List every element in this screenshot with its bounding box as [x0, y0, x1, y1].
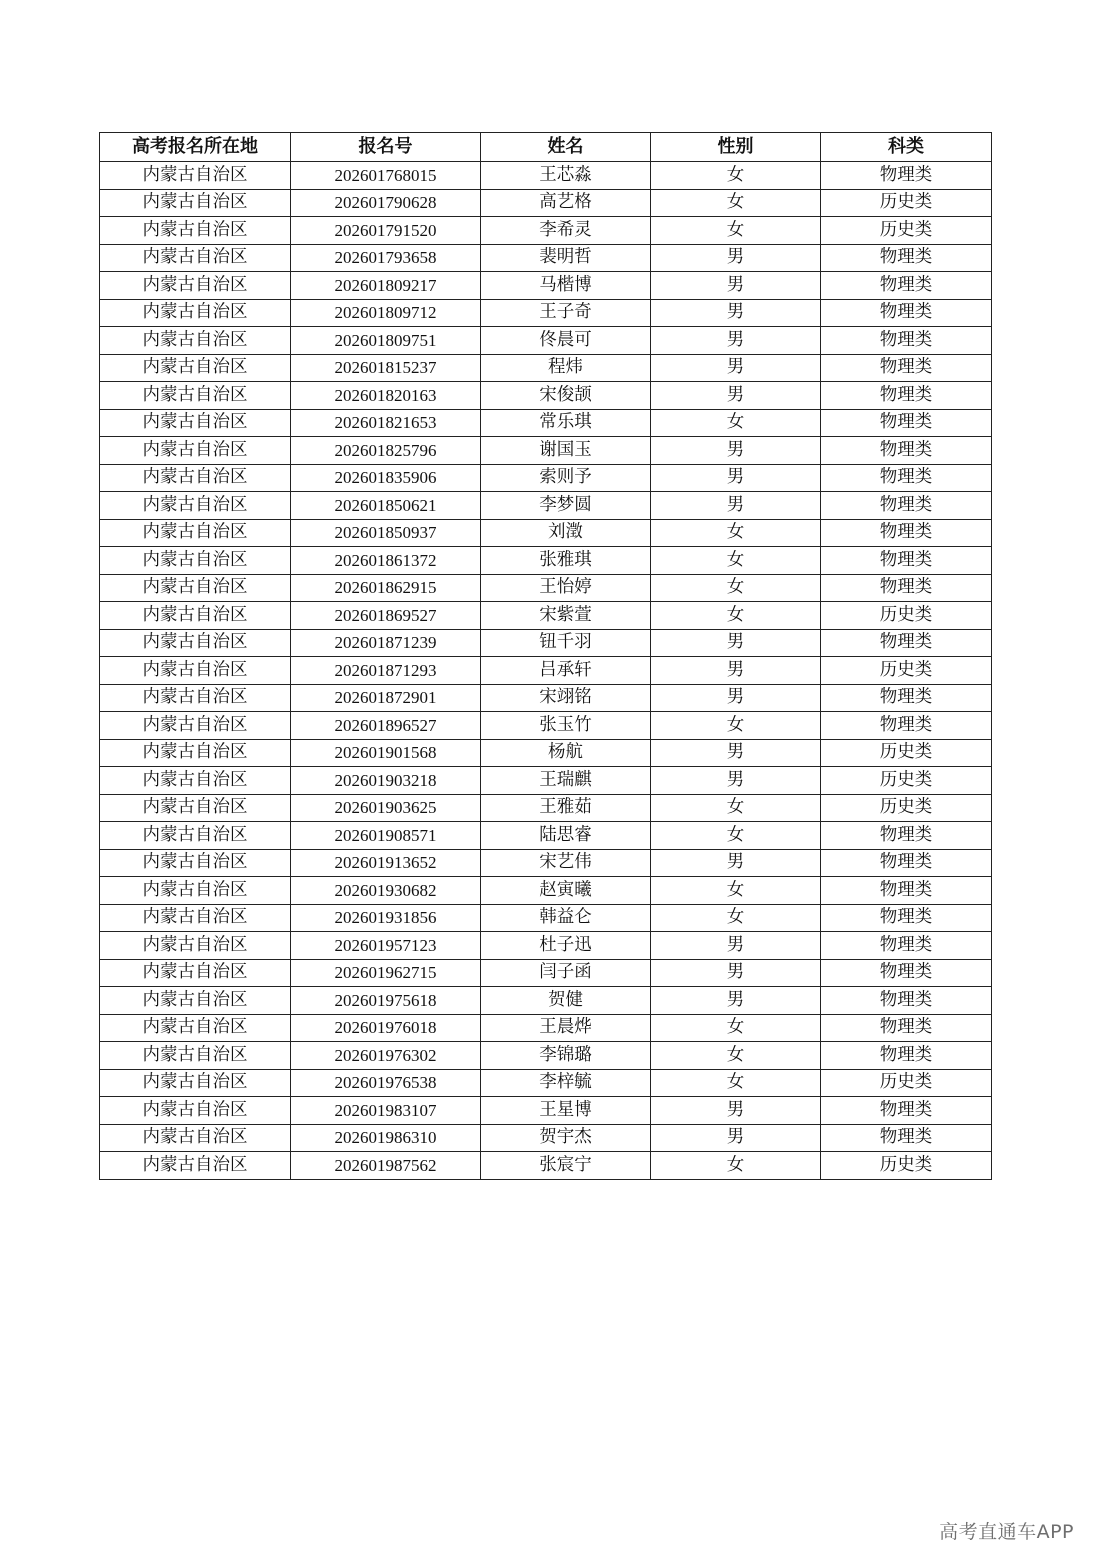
cell-subject-category: 物理类: [821, 464, 992, 492]
cell-registration-number: 202601821653: [291, 409, 481, 437]
cell-location: 内蒙古自治区: [100, 602, 291, 630]
cell-location: 内蒙古自治区: [100, 932, 291, 960]
cell-location: 内蒙古自治区: [100, 822, 291, 850]
cell-name: 张雅琪: [481, 547, 651, 575]
cell-gender: 女: [651, 1014, 821, 1042]
cell-gender: 女: [651, 547, 821, 575]
cell-gender: 男: [651, 464, 821, 492]
cell-subject-category: 物理类: [821, 1042, 992, 1070]
cell-subject-category: 历史类: [821, 602, 992, 630]
cell-gender: 女: [651, 217, 821, 245]
cell-subject-category: 历史类: [821, 1152, 992, 1180]
cell-gender: 男: [651, 327, 821, 355]
cell-location: 内蒙古自治区: [100, 217, 291, 245]
cell-location: 内蒙古自治区: [100, 877, 291, 905]
cell-gender: 女: [651, 904, 821, 932]
cell-registration-number: 202601809751: [291, 327, 481, 355]
table-row: [100, 272, 992, 300]
cell-registration-number: 202601930682: [291, 877, 481, 905]
cell-registration-number: 202601872901: [291, 684, 481, 712]
cell-subject-category: 物理类: [821, 492, 992, 520]
cell-subject-category: 物理类: [821, 299, 992, 327]
cell-gender: 男: [651, 382, 821, 410]
cell-registration-number: 202601809217: [291, 272, 481, 300]
cell-location: 内蒙古自治区: [100, 492, 291, 520]
cell-registration-number: 202601768015: [291, 162, 481, 190]
cell-subject-category: 历史类: [821, 1069, 992, 1097]
cell-subject-category: 物理类: [821, 409, 992, 437]
cell-location: 内蒙古自治区: [100, 299, 291, 327]
table-row: [100, 382, 992, 410]
cell-location: 内蒙古自治区: [100, 354, 291, 382]
cell-registration-number: 202601896527: [291, 712, 481, 740]
cell-location: 内蒙古自治区: [100, 904, 291, 932]
table-row: [100, 519, 992, 547]
cell-registration-number: 202601871239: [291, 629, 481, 657]
cell-gender: 男: [651, 299, 821, 327]
table-row: [100, 1152, 992, 1180]
cell-name: 裴明哲: [481, 244, 651, 272]
cell-name: 李梓毓: [481, 1069, 651, 1097]
cell-location: 内蒙古自治区: [100, 519, 291, 547]
cell-gender: 男: [651, 629, 821, 657]
header-name: 姓名: [481, 133, 651, 162]
table-body: [100, 162, 992, 1180]
cell-subject-category: 物理类: [821, 162, 992, 190]
table-row: [100, 739, 992, 767]
cell-subject-category: 历史类: [821, 657, 992, 685]
table-row: [100, 1097, 992, 1125]
cell-gender: 女: [651, 409, 821, 437]
table-row: [100, 602, 992, 630]
cell-name: 高艺格: [481, 189, 651, 217]
cell-registration-number: 202601815237: [291, 354, 481, 382]
cell-location: 内蒙古自治区: [100, 684, 291, 712]
table-row: [100, 189, 992, 217]
table-row: [100, 1069, 992, 1097]
cell-location: 内蒙古自治区: [100, 1124, 291, 1152]
cell-name: 陆思睿: [481, 822, 651, 850]
cell-subject-category: 物理类: [821, 354, 992, 382]
table-row: [100, 492, 992, 520]
cell-location: 内蒙古自治区: [100, 959, 291, 987]
table-row: [100, 1042, 992, 1070]
cell-gender: 男: [651, 244, 821, 272]
cell-location: 内蒙古自治区: [100, 464, 291, 492]
cell-gender: 男: [651, 272, 821, 300]
cell-location: 内蒙古自治区: [100, 327, 291, 355]
header-gender: 性别: [651, 133, 821, 162]
cell-name: 李希灵: [481, 217, 651, 245]
table-row: [100, 327, 992, 355]
cell-name: 李梦圆: [481, 492, 651, 520]
cell-registration-number: 202601976302: [291, 1042, 481, 1070]
cell-location: 内蒙古自治区: [100, 739, 291, 767]
cell-location: 内蒙古自治区: [100, 987, 291, 1015]
cell-subject-category: 物理类: [821, 932, 992, 960]
cell-location: 内蒙古自治区: [100, 409, 291, 437]
cell-subject-category: 物理类: [821, 547, 992, 575]
cell-name: 吕承轩: [481, 657, 651, 685]
cell-name: 王瑞麒: [481, 767, 651, 795]
cell-name: 王怡婷: [481, 574, 651, 602]
cell-registration-number: 202601976018: [291, 1014, 481, 1042]
cell-location: 内蒙古自治区: [100, 849, 291, 877]
cell-name: 杜子迅: [481, 932, 651, 960]
cell-location: 内蒙古自治区: [100, 1152, 291, 1180]
cell-registration-number: 202601908571: [291, 822, 481, 850]
table-row: [100, 299, 992, 327]
cell-subject-category: 物理类: [821, 877, 992, 905]
cell-location: 内蒙古自治区: [100, 272, 291, 300]
table-row: [100, 409, 992, 437]
cell-registration-number: 202601835906: [291, 464, 481, 492]
cell-location: 内蒙古自治区: [100, 1097, 291, 1125]
cell-name: 张玉竹: [481, 712, 651, 740]
cell-subject-category: 物理类: [821, 1124, 992, 1152]
cell-registration-number: 202601903625: [291, 794, 481, 822]
table-row: [100, 547, 992, 575]
table-row: [100, 712, 992, 740]
cell-registration-number: 202601986310: [291, 1124, 481, 1152]
cell-gender: 女: [651, 602, 821, 630]
header-registration-number: 报名号: [291, 133, 481, 162]
table-row: [100, 767, 992, 795]
cell-location: 内蒙古自治区: [100, 629, 291, 657]
cell-name: 佟晨可: [481, 327, 651, 355]
table-row: [100, 684, 992, 712]
cell-location: 内蒙古自治区: [100, 189, 291, 217]
cell-subject-category: 历史类: [821, 189, 992, 217]
table-row: [100, 932, 992, 960]
cell-subject-category: 物理类: [821, 574, 992, 602]
table-row: [100, 657, 992, 685]
cell-subject-category: 物理类: [821, 959, 992, 987]
cell-gender: 女: [651, 1042, 821, 1070]
cell-name: 王雅茹: [481, 794, 651, 822]
cell-registration-number: 202601901568: [291, 739, 481, 767]
cell-subject-category: 物理类: [821, 327, 992, 355]
cell-name: 赵寅曦: [481, 877, 651, 905]
cell-name: 宋翊铭: [481, 684, 651, 712]
table-row: [100, 162, 992, 190]
cell-gender: 女: [651, 1152, 821, 1180]
cell-subject-category: 物理类: [821, 519, 992, 547]
cell-location: 内蒙古自治区: [100, 794, 291, 822]
cell-registration-number: 202601809712: [291, 299, 481, 327]
cell-location: 内蒙古自治区: [100, 1069, 291, 1097]
cell-name: 贺宇杰: [481, 1124, 651, 1152]
cell-location: 内蒙古自治区: [100, 712, 291, 740]
cell-name: 宋俊颉: [481, 382, 651, 410]
cell-subject-category: 物理类: [821, 437, 992, 465]
cell-subject-category: 物理类: [821, 849, 992, 877]
cell-gender: 女: [651, 712, 821, 740]
cell-registration-number: 202601976538: [291, 1069, 481, 1097]
cell-subject-category: 物理类: [821, 382, 992, 410]
cell-location: 内蒙古自治区: [100, 657, 291, 685]
cell-name: 谢国玉: [481, 437, 651, 465]
admission-list-table: [99, 132, 992, 1180]
cell-subject-category: 物理类: [821, 712, 992, 740]
cell-subject-category: 物理类: [821, 1014, 992, 1042]
cell-name: 马楷博: [481, 272, 651, 300]
cell-registration-number: 202601983107: [291, 1097, 481, 1125]
cell-gender: 男: [651, 1124, 821, 1152]
cell-name: 宋艺伟: [481, 849, 651, 877]
cell-gender: 男: [651, 684, 821, 712]
table-row: [100, 574, 992, 602]
table-row: [100, 437, 992, 465]
cell-registration-number: 202601825796: [291, 437, 481, 465]
cell-name: 张宸宁: [481, 1152, 651, 1180]
table-row: [100, 629, 992, 657]
cell-name: 宋紫萱: [481, 602, 651, 630]
table-row: [100, 849, 992, 877]
cell-registration-number: 202601869527: [291, 602, 481, 630]
cell-location: 内蒙古自治区: [100, 767, 291, 795]
cell-gender: 女: [651, 822, 821, 850]
table-row: [100, 959, 992, 987]
cell-registration-number: 202601850937: [291, 519, 481, 547]
cell-location: 内蒙古自治区: [100, 574, 291, 602]
cell-registration-number: 202601957123: [291, 932, 481, 960]
cell-registration-number: 202601913652: [291, 849, 481, 877]
cell-subject-category: 物理类: [821, 987, 992, 1015]
cell-registration-number: 202601791520: [291, 217, 481, 245]
cell-name: 王子奇: [481, 299, 651, 327]
cell-gender: 男: [651, 1097, 821, 1125]
cell-name: 程炜: [481, 354, 651, 382]
cell-subject-category: 物理类: [821, 272, 992, 300]
table-row: [100, 987, 992, 1015]
table-row: [100, 1014, 992, 1042]
table-row: [100, 877, 992, 905]
cell-name: 闫子函: [481, 959, 651, 987]
cell-registration-number: 202601820163: [291, 382, 481, 410]
cell-gender: 男: [651, 492, 821, 520]
cell-gender: 女: [651, 162, 821, 190]
cell-gender: 男: [651, 932, 821, 960]
table-row: [100, 217, 992, 245]
table-row: [100, 354, 992, 382]
table-header-row: [100, 133, 992, 162]
cell-gender: 男: [651, 739, 821, 767]
cell-subject-category: 历史类: [821, 767, 992, 795]
cell-location: 内蒙古自治区: [100, 437, 291, 465]
cell-registration-number: 202601987562: [291, 1152, 481, 1180]
cell-registration-number: 202601871293: [291, 657, 481, 685]
cell-registration-number: 202601793658: [291, 244, 481, 272]
cell-subject-category: 物理类: [821, 822, 992, 850]
cell-gender: 女: [651, 794, 821, 822]
cell-gender: 女: [651, 519, 821, 547]
cell-registration-number: 202601861372: [291, 547, 481, 575]
cell-registration-number: 202601903218: [291, 767, 481, 795]
cell-gender: 女: [651, 877, 821, 905]
cell-registration-number: 202601962715: [291, 959, 481, 987]
cell-registration-number: 202601850621: [291, 492, 481, 520]
table-row: [100, 822, 992, 850]
cell-gender: 女: [651, 1069, 821, 1097]
cell-location: 内蒙古自治区: [100, 547, 291, 575]
cell-subject-category: 历史类: [821, 794, 992, 822]
table-row: [100, 794, 992, 822]
cell-gender: 男: [651, 987, 821, 1015]
cell-gender: 男: [651, 767, 821, 795]
cell-name: 索则予: [481, 464, 651, 492]
cell-location: 内蒙古自治区: [100, 1014, 291, 1042]
cell-name: 刘澂: [481, 519, 651, 547]
header-subject-category: 科类: [821, 133, 992, 162]
cell-location: 内蒙古自治区: [100, 244, 291, 272]
cell-gender: 男: [651, 657, 821, 685]
table-row: [100, 904, 992, 932]
cell-subject-category: 物理类: [821, 1097, 992, 1125]
cell-location: 内蒙古自治区: [100, 382, 291, 410]
cell-name: 王晨烨: [481, 1014, 651, 1042]
cell-name: 贺健: [481, 987, 651, 1015]
table-row: [100, 244, 992, 272]
cell-subject-category: 物理类: [821, 904, 992, 932]
cell-subject-category: 历史类: [821, 217, 992, 245]
cell-name: 李锦璐: [481, 1042, 651, 1070]
table-row: [100, 1124, 992, 1152]
table-row: [100, 464, 992, 492]
cell-subject-category: 物理类: [821, 629, 992, 657]
cell-subject-category: 历史类: [821, 739, 992, 767]
cell-gender: 男: [651, 354, 821, 382]
cell-name: 常乐琪: [481, 409, 651, 437]
cell-name: 杨航: [481, 739, 651, 767]
cell-name: 韩益仑: [481, 904, 651, 932]
cell-registration-number: 202601931856: [291, 904, 481, 932]
cell-subject-category: 物理类: [821, 684, 992, 712]
cell-gender: 男: [651, 959, 821, 987]
cell-name: 王星博: [481, 1097, 651, 1125]
cell-gender: 男: [651, 849, 821, 877]
cell-name: 钮千羽: [481, 629, 651, 657]
cell-location: 内蒙古自治区: [100, 1042, 291, 1070]
cell-registration-number: 202601862915: [291, 574, 481, 602]
cell-subject-category: 物理类: [821, 244, 992, 272]
cell-gender: 女: [651, 574, 821, 602]
header-location: 高考报名所在地: [100, 133, 291, 162]
cell-gender: 女: [651, 189, 821, 217]
cell-registration-number: 202601790628: [291, 189, 481, 217]
cell-gender: 男: [651, 437, 821, 465]
cell-registration-number: 202601975618: [291, 987, 481, 1015]
cell-name: 王芯淼: [481, 162, 651, 190]
cell-location: 内蒙古自治区: [100, 162, 291, 190]
watermark-text: 高考直通车APP: [939, 1521, 1074, 1543]
